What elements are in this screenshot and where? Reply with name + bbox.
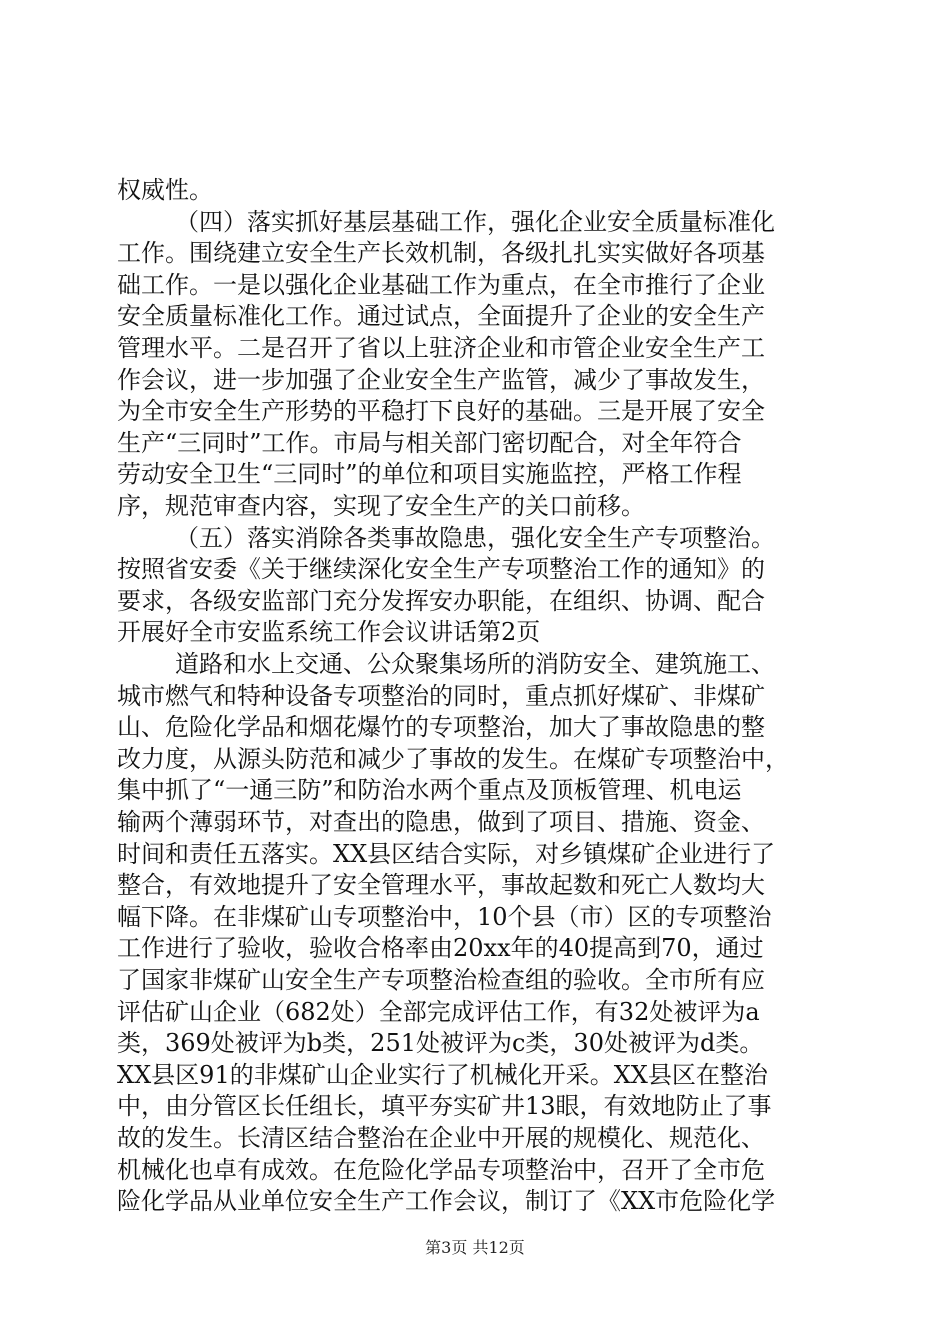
text-line: XX县区91的非煤矿山企业实行了机械化开采。XX县区在整治 xyxy=(117,1060,768,1089)
text-line: 安全质量标准化工作。通过试点，全面提升了企业的安全生产 xyxy=(117,302,765,331)
text-line: 中，由分管区长任组长，填平夯实矿井13眼，有效地防止了事 xyxy=(117,1092,772,1121)
text-line: 管理水平。二是召开了省以上驻济企业和市管企业安全生产工 xyxy=(117,334,765,362)
text-line: 要求，各级安监部门充分发挥安办职能，在组织、协调、配合 xyxy=(117,586,765,615)
text-line: 按照省安委《关于继续深化安全生产专项整治工作的通知》的 xyxy=(117,555,765,584)
text-line: 工作进行了验收，验收合格率由20xx年的40提高到70，通过 xyxy=(117,934,764,963)
text-line: 开展好全市安监系统工作会议讲话第2页 xyxy=(117,618,541,647)
text-line: 山、危险化学品和烟花爆竹的专项整治，加大了事故隐患的整 xyxy=(117,713,765,742)
paragraph-start-line: （五）落实消除各类事故隐患，强化安全生产专项整治。 xyxy=(175,523,775,552)
text-line: 机械化也卓有成效。在危险化学品专项整治中，召开了全市危 xyxy=(117,1155,765,1184)
text-line: 集中抓了“一通三防”和防治水两个重点及顶板管理、机电运 xyxy=(117,776,742,805)
text-line: 权威性。 xyxy=(117,176,213,204)
text-line: 险化学品从业单位安全生产工作会议，制订了《XX市危险化学 xyxy=(117,1187,776,1216)
text-line: 评估矿山企业（682处）全部完成评估工作，有32处被评为a xyxy=(117,997,760,1026)
text-line: 整合，有效地提升了安全管理水平，事故起数和死亡人数均大 xyxy=(117,871,765,900)
text-line: 为全市安全生产形势的平稳打下良好的基础。三是开展了安全 xyxy=(117,397,765,426)
text-line: 类，369处被评为b类，251处被评为c类，30处被评为d类。 xyxy=(117,1029,764,1058)
text-line: 输两个薄弱环节，对查出的隐患，做到了项目、措施、资金、 xyxy=(117,808,765,836)
text-line: 了国家非煤矿山安全生产专项整治检查组的验收。全市所有应 xyxy=(117,966,765,994)
text-line: 劳动安全卫生“三同时”的单位和项目实施监控，严格工作程 xyxy=(117,460,742,489)
text-line: 序，规范审查内容，实现了安全生产的关口前移。 xyxy=(117,492,645,520)
text-line: 改力度，从源头防范和减少了事故的发生。在煤矿专项整治中， xyxy=(117,744,789,773)
text-line: 故的发生。长清区结合整治在企业中开展的规模化、规范化、 xyxy=(117,1124,765,1152)
text-line: 工作。围绕建立安全生产长效机制，各级扎扎实实做好各项基 xyxy=(117,239,765,268)
page-footer xyxy=(0,1236,950,1260)
paragraph-start-line: （四）落实抓好基层基础工作，强化企业安全质量标准化 xyxy=(175,207,775,236)
text-line: 时间和责任五落实。XX县区结合实际，对乡镇煤矿企业进行了 xyxy=(117,839,776,868)
text-line: 础工作。一是以强化企业基础工作为重点，在全市推行了企业 xyxy=(117,270,765,299)
paragraph-start-line: 道路和水上交通、公众聚集场所的消防安全、建筑施工、 xyxy=(175,650,775,678)
text-line: 生产“三同时”工作。市局与相关部门密切配合，对全年符合 xyxy=(117,428,742,457)
text-line: 幅下降。在非煤矿山专项整治中，10个县（市）区的专项整治 xyxy=(117,902,772,931)
text-line: 城市燃气和特种设备专项整治的同时，重点抓好煤矿、非煤矿 xyxy=(117,681,765,710)
text-line: 作会议，进一步加强了企业安全生产监管，减少了事故发生， xyxy=(117,365,765,394)
page-number: 第3页 共12页 xyxy=(425,1238,525,1257)
